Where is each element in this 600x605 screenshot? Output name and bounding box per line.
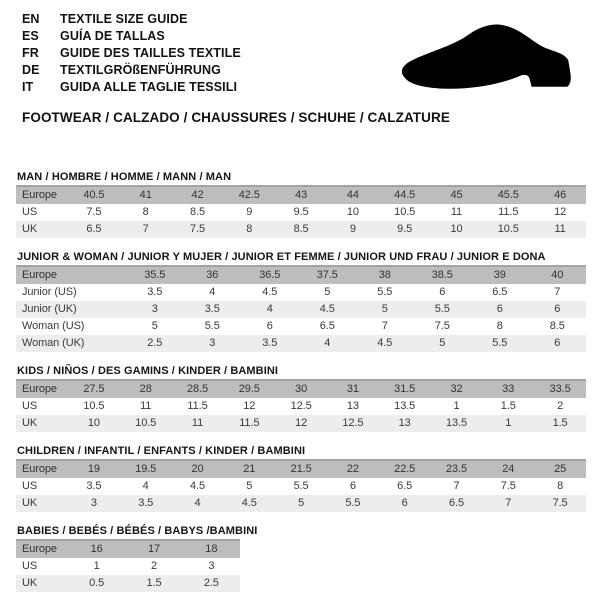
section-title-kids: KIDS / NIÑOS / DES GAMINS / KINDER / BAMBINI [17,365,279,377]
row-label: US [16,398,68,415]
size-cell: 9.5 [379,221,431,238]
size-cell: 42 [172,186,224,204]
size-cell: 3.5 [241,335,299,352]
size-cell: 21.5 [275,460,327,478]
size-cell: 6.5 [379,478,431,495]
row-label: Europe [16,460,68,478]
size-cell: 45 [431,186,483,204]
size-cell: 21 [223,460,275,478]
size-cell: 18 [183,540,240,558]
size-table-junior_woman [16,265,586,352]
size-cell: 2 [125,558,182,575]
size-cell: 28.5 [172,380,224,398]
size-cell: 3.5 [126,284,184,301]
size-cell: 5.5 [275,478,327,495]
size-table-block-children [16,445,586,512]
size-cell: 4 [172,495,224,512]
row-label: Junior (US) [16,284,126,301]
size-cell: 9 [327,221,379,238]
size-cell: 1 [431,398,483,415]
size-cell: 12 [534,204,586,221]
table-row [16,415,586,432]
row-label: Europe [16,186,68,204]
language-row-en [22,10,241,27]
size-cell: 5.5 [414,301,472,318]
size-cell: 8.5 [529,318,587,335]
size-cell: 6 [529,301,587,318]
size-cell: 20 [172,460,224,478]
language-guide-title: GUÍA DE TALLAS [60,28,165,43]
size-cell: 36 [184,266,242,284]
table-row [16,398,586,415]
row-label: Woman (UK) [16,335,126,352]
section-title-babies: BABIES / BEBÉS / BÉBÉS / BABYS /BAMBINI [17,525,258,537]
size-cell: 38 [356,266,414,284]
size-cell: 12.5 [275,398,327,415]
table-row [16,186,586,204]
language-code: DE [22,62,40,77]
size-cell: 1.5 [125,575,182,592]
size-cell: 40.5 [68,186,120,204]
size-cell: 7.5 [534,495,586,512]
size-cell: 24 [482,460,534,478]
size-cell: 44.5 [379,186,431,204]
size-cell: 4.5 [356,335,414,352]
size-cell: 3.5 [120,495,172,512]
size-cell: 6 [529,335,587,352]
row-label: US [16,558,68,575]
language-code: EN [22,11,40,26]
size-cell: 17 [125,540,182,558]
table-row [16,221,586,238]
table-row [16,318,586,335]
size-cell: 29.5 [223,380,275,398]
size-cell: 5.5 [184,318,242,335]
size-cell: 11.5 [223,415,275,432]
size-cell: 8 [534,478,586,495]
size-cell: 19.5 [120,460,172,478]
size-cell: 4 [299,335,357,352]
size-cell: 41 [120,186,172,204]
size-cell: 7.5 [68,204,120,221]
table-row [16,204,586,221]
language-code: IT [22,79,34,94]
size-cell: 5 [126,318,184,335]
language-guide-title: TEXTILGRÖßENFÜHRUNG [60,62,221,77]
table-row [16,575,240,592]
size-cell: 5 [356,301,414,318]
size-cell: 1 [68,558,125,575]
size-cell: 1.5 [482,398,534,415]
size-cell: 10.5 [120,415,172,432]
size-cell: 5.5 [471,335,529,352]
size-cell: 32 [431,380,483,398]
language-title-list [22,10,241,95]
size-cell: 38.5 [414,266,472,284]
size-cell: 7 [431,478,483,495]
section-title-man: MAN / HOMBRE / HOMME / MANN / MAN [17,171,232,183]
size-cell: 10.5 [482,221,534,238]
category-heading: FOOTWEAR / CALZADO / CHAUSSURES / SCHUHE / CALZATURE [22,110,450,125]
row-label: UK [16,495,68,512]
size-cell: 8 [223,221,275,238]
size-table-block-junior_woman [16,251,586,352]
dress-shoe-icon [393,16,591,106]
table-row [16,460,586,478]
row-label: Woman (US) [16,318,126,335]
section-title-junior_woman: JUNIOR & WOMAN / JUNIOR Y MUJER / JUNIOR ET FEMME / JUNIOR UND FRAU / JUNIOR E DONA [17,251,546,263]
size-guide-tables [16,171,586,605]
size-cell: 11.5 [172,398,224,415]
size-cell: 7.5 [482,478,534,495]
size-cell: 27.5 [68,380,120,398]
size-cell: 35.5 [126,266,184,284]
size-cell: 22 [327,460,379,478]
size-cell: 33.5 [534,380,586,398]
size-cell: 2 [534,398,586,415]
size-cell: 13.5 [379,398,431,415]
language-guide-title: TEXTILE SIZE GUIDE [60,11,188,26]
size-cell: 22.5 [379,460,431,478]
size-cell: 10.5 [68,398,120,415]
size-cell: 12.5 [327,415,379,432]
size-cell: 19 [68,460,120,478]
size-cell: 3.5 [184,301,242,318]
size-cell: 6 [471,301,529,318]
size-table-babies [16,539,240,592]
size-table-man [16,185,586,238]
size-cell: 2.5 [126,335,184,352]
size-cell: 6 [327,478,379,495]
size-cell: 10 [68,415,120,432]
size-cell: 31.5 [379,380,431,398]
size-cell: 6 [241,318,299,335]
table-row [16,478,586,495]
language-row-fr [22,44,241,61]
size-table-children [16,459,586,512]
size-cell: 6.5 [471,284,529,301]
size-cell: 8 [471,318,529,335]
size-cell: 44 [327,186,379,204]
row-label: Europe [16,380,68,398]
row-label: UK [16,221,68,238]
size-cell: 33 [482,380,534,398]
size-cell: 4.5 [172,478,224,495]
size-cell: 6.5 [431,495,483,512]
size-cell: 13.5 [431,415,483,432]
size-cell: 12 [223,398,275,415]
table-row [16,380,586,398]
size-cell: 25 [534,460,586,478]
language-row-de [22,61,241,78]
size-cell: 7 [120,221,172,238]
size-cell: 11 [431,204,483,221]
row-label: Europe [16,266,126,284]
row-label: US [16,204,68,221]
size-cell: 11.5 [482,204,534,221]
language-row-es [22,27,241,44]
size-cell: 5 [275,495,327,512]
size-cell: 16 [68,540,125,558]
size-cell: 5.5 [327,495,379,512]
size-cell: 11 [120,398,172,415]
table-row [16,301,586,318]
size-cell: 3 [183,558,240,575]
size-cell: 2.5 [183,575,240,592]
size-cell: 30 [275,380,327,398]
size-cell: 43 [275,186,327,204]
size-cell: 4 [241,301,299,318]
size-cell: 6.5 [68,221,120,238]
size-cell: 36.5 [241,266,299,284]
size-cell: 3 [68,495,120,512]
row-label: US [16,478,68,495]
size-cell: 5 [414,335,472,352]
size-cell: 5 [299,284,357,301]
size-cell: 45.5 [482,186,534,204]
table-row [16,335,586,352]
size-cell: 7.5 [414,318,472,335]
size-cell: 4 [120,478,172,495]
size-cell: 4.5 [241,284,299,301]
table-row [16,495,586,512]
language-row-it [22,78,241,95]
size-table-block-babies [16,525,586,592]
size-cell: 8.5 [275,221,327,238]
size-cell: 42.5 [223,186,275,204]
size-cell: 3.5 [68,478,120,495]
size-cell: 0.5 [68,575,125,592]
size-cell: 9 [223,204,275,221]
size-cell: 7 [529,284,587,301]
size-cell: 3 [184,335,242,352]
size-cell: 5.5 [356,284,414,301]
size-cell: 10 [431,221,483,238]
size-cell: 6 [414,284,472,301]
size-cell: 5 [223,478,275,495]
size-cell: 6.5 [299,318,357,335]
size-cell: 7.5 [172,221,224,238]
size-cell: 23.5 [431,460,483,478]
size-cell: 7 [356,318,414,335]
size-cell: 28 [120,380,172,398]
size-cell: 4.5 [223,495,275,512]
size-cell: 1.5 [534,415,586,432]
row-label: UK [16,575,68,592]
size-cell: 31 [327,380,379,398]
size-cell: 6 [379,495,431,512]
size-table-block-man [16,171,586,238]
table-row [16,540,240,558]
table-row [16,558,240,575]
size-cell: 8 [120,204,172,221]
size-cell: 11 [534,221,586,238]
section-title-children: CHILDREN / INFANTIL / ENFANTS / KINDER / BAMBINI [17,445,306,457]
row-label: Europe [16,540,68,558]
language-guide-title: GUIDE DES TAILLES TEXTILE [60,45,241,60]
size-cell: 11 [172,415,224,432]
language-code: ES [22,28,39,43]
size-table-block-kids [16,365,586,432]
size-cell: 7 [482,495,534,512]
size-cell: 12 [275,415,327,432]
size-cell: 37.5 [299,266,357,284]
size-cell: 1 [482,415,534,432]
size-cell: 13 [327,398,379,415]
size-cell: 10 [327,204,379,221]
row-label: Junior (UK) [16,301,126,318]
size-cell: 13 [379,415,431,432]
row-label: UK [16,415,68,432]
size-cell: 8.5 [172,204,224,221]
size-cell: 10.5 [379,204,431,221]
size-cell: 40 [529,266,587,284]
size-cell: 9.5 [275,204,327,221]
size-table-kids [16,379,586,432]
language-guide-title: GUIDA ALLE TAGLIE TESSILI [60,79,238,94]
table-row [16,266,586,284]
size-cell: 4 [184,284,242,301]
size-cell: 3 [126,301,184,318]
size-cell: 39 [471,266,529,284]
language-code: FR [22,45,39,60]
table-row [16,284,586,301]
size-cell: 46 [534,186,586,204]
size-cell: 4.5 [299,301,357,318]
